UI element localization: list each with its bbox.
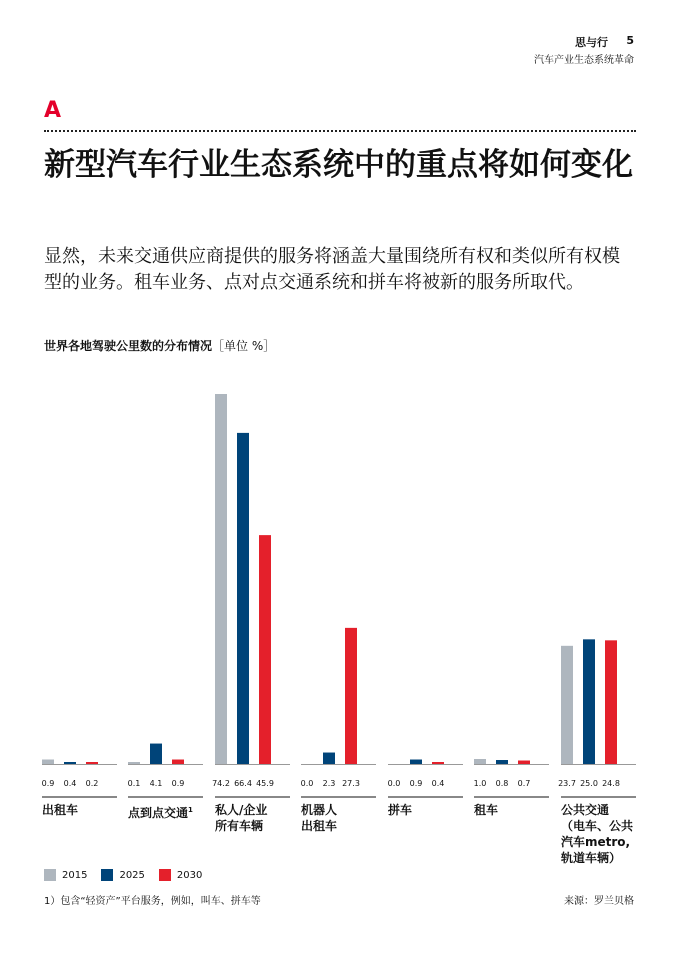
legend-label-2030: 2030 xyxy=(176,869,203,881)
category-label-line: 拼车 xyxy=(388,803,413,817)
category-label-3 xyxy=(301,802,391,834)
value-label-2015-0: 0.9 xyxy=(41,779,55,788)
category-label-line: 出租车 xyxy=(301,819,338,833)
bar-2015-1 xyxy=(128,762,140,764)
value-label-2025-4: 0.9 xyxy=(409,779,423,788)
section-marker: A xyxy=(44,98,62,123)
legend-item-2015 xyxy=(44,869,87,881)
chart-title xyxy=(44,337,275,354)
lead-paragraph: 显然，未来交通供应商提供的服务将涵盖大量围绕所有权和类似所有权模型的业务。租车业务、点对点交通系统和拼车将被新的服务所取代。 xyxy=(44,246,620,293)
value-label-2030-6: 24.8 xyxy=(602,779,620,788)
value-label-2025-3: 2.3 xyxy=(322,779,336,788)
bar-2025-3 xyxy=(323,753,335,764)
value-label-2015-1: 0.1 xyxy=(127,779,141,788)
category-label-line: 所有车辆 xyxy=(215,819,264,833)
category-label-line: 私人/企业 xyxy=(215,803,268,817)
value-label-2030-0: 0.2 xyxy=(85,779,99,788)
chart-title-text: 世界各地驾驶公里数的分布情况 xyxy=(44,339,213,353)
category-label-line: 机器人 xyxy=(301,803,338,817)
legend-label-2015: 2015 xyxy=(62,869,88,881)
category-label-5 xyxy=(474,802,564,818)
bar-2025-5 xyxy=(496,760,508,764)
legend-swatch-2015 xyxy=(44,869,56,881)
value-label-2015-5: 1.0 xyxy=(473,779,487,788)
value-label-2030-2: 45.9 xyxy=(256,779,274,788)
value-label-2025-6: 25.0 xyxy=(580,779,598,788)
category-label-1 xyxy=(128,802,218,821)
bar-2025-6 xyxy=(583,639,595,764)
bar-2025-4 xyxy=(410,760,422,764)
bar-2030-6 xyxy=(605,640,617,764)
category-label-line: （电车、公共 xyxy=(561,819,634,833)
header-subtitle: 汽车产业生态系统革命 xyxy=(534,55,634,66)
legend xyxy=(44,869,216,881)
bar-2015-5 xyxy=(474,759,486,764)
bar-2015-0 xyxy=(42,760,54,764)
value-label-2025-0: 0.4 xyxy=(63,779,77,788)
value-label-2025-2: 66.4 xyxy=(234,779,252,788)
legend-swatch-2030 xyxy=(159,869,171,881)
category-label-line: 点到点交通$^1$ xyxy=(128,806,193,820)
legend-swatch-2025 xyxy=(101,869,113,881)
header-title: 思与行 xyxy=(575,36,608,49)
chart-unit: ［单位 %］ xyxy=(212,339,276,353)
headline: 新型汽车行业生态系统中的重点将如何变化 xyxy=(44,147,633,183)
value-label-2015-2: 74.2 xyxy=(212,779,230,788)
legend-item-2030 xyxy=(159,869,202,881)
legend-label-2025: 2025 xyxy=(119,869,145,881)
legend-item-2025 xyxy=(101,869,144,881)
value-label-2025-1: 4.1 xyxy=(149,779,163,788)
category-label-6 xyxy=(561,802,651,866)
value-label-2030-5: 0.7 xyxy=(517,779,531,788)
footnote-marker: 1 xyxy=(188,806,193,814)
value-label-2015-6: 23.7 xyxy=(558,779,576,788)
value-label-2030-1: 0.9 xyxy=(171,779,185,788)
bar-2030-1 xyxy=(172,760,184,764)
bar-2025-1 xyxy=(150,744,162,764)
category-label-line: 轨道车辆） xyxy=(561,851,622,865)
value-label-2015-4: 0.0 xyxy=(387,779,401,788)
category-label-line: 出租车 xyxy=(42,803,79,817)
bar-2030-2 xyxy=(259,535,271,764)
bar-2030-0 xyxy=(86,762,98,764)
bar-2025-0 xyxy=(64,762,76,764)
bar-2015-6 xyxy=(561,646,573,764)
category-label-line: 租车 xyxy=(474,803,499,817)
footnote: 1）包含“轻资产”平台服务，例如，叫车、拼车等 xyxy=(44,896,261,907)
category-label-4 xyxy=(388,802,478,818)
bar-2030-5 xyxy=(518,761,530,764)
category-label-2 xyxy=(215,802,305,834)
bar-2025-2 xyxy=(237,433,249,764)
bar-2015-2 xyxy=(215,394,227,764)
category-label-0 xyxy=(42,802,132,818)
source-note: 来源：罗兰贝格 xyxy=(564,896,634,907)
page-number: 5 xyxy=(626,34,634,47)
category-label-line: 汽车metro, xyxy=(561,835,631,849)
bar-2030-3 xyxy=(345,628,357,764)
value-label-2015-3: 0.0 xyxy=(300,779,314,788)
bar-2030-4 xyxy=(432,762,444,764)
value-label-2025-5: 0.8 xyxy=(495,779,509,788)
dotted-divider xyxy=(44,130,636,132)
bar-chart xyxy=(0,380,680,800)
value-label-2030-3: 27.3 xyxy=(342,779,360,788)
category-label-line: 公共交通 xyxy=(561,803,610,817)
value-label-2030-4: 0.4 xyxy=(431,779,445,788)
